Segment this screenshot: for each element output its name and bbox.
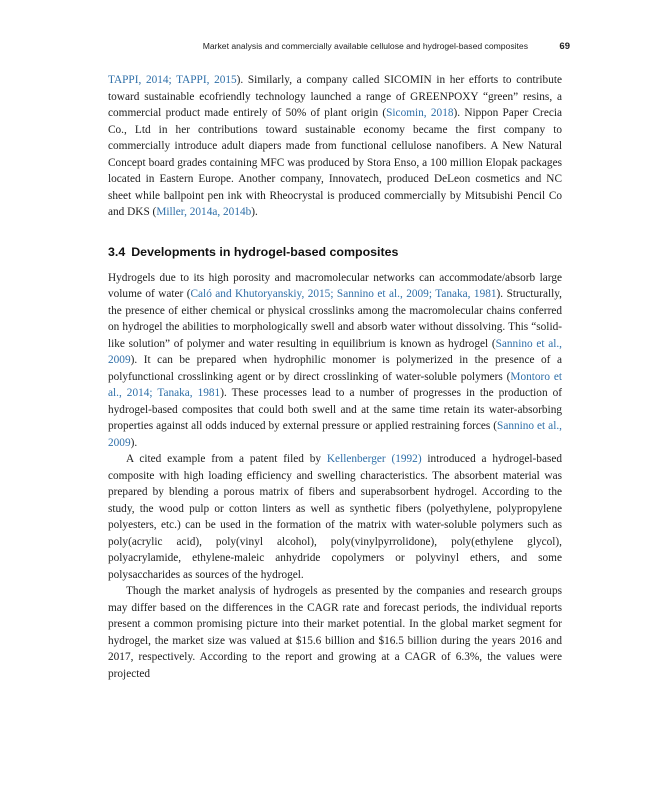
paragraph-text: ). — [130, 436, 138, 449]
paragraph-text: Hydrogels due to its high porosity and macromolecular networks can accommodate/absorb large volume of water ( — [108, 271, 562, 300]
section-heading — [108, 245, 562, 260]
body-text — [108, 72, 562, 682]
paragraph-text: Though the market analysis of hydrogels as presented by the companies and research groups may differ based on the differences in the CAGR rate and forecast periods, the individual reports present a common promising picture into their market potential. In the global market segment for hydrogel, the market size was valued at $15.6 billion and $16.5 billion during the years 2016 and 2017, respectively. According to the report and growing at a CAGR of 6.3%, the values were projected — [108, 585, 562, 680]
paragraph-text: ). Nippon Paper Crecia Co., Ltd in her contributions toward sustainable economy became the first company to commercially introduce adult diapers made from functional cellulose nanofibers. A New Natural Concept board grades containing MFC was produced by Stora Enso, a 100 million Elopak packages located in Eastern Europe. Another company, Innovatech, produced DeLeon cosmetics and NC sheet while ballpoint pen ink with Rheocrystal is produced commercially by Mitsubishi Pencil Co and DKS ( — [108, 107, 563, 218]
page-number: 69 — [559, 41, 570, 52]
citation-link[interactable]: TAPPI, 2014; TAPPI, 2015 — [108, 74, 237, 86]
paragraph-4 — [108, 583, 562, 682]
citation-link[interactable]: Sicomin, 2018 — [386, 107, 454, 119]
paragraph-text: A cited example from a patent filed by — [126, 453, 327, 465]
running-title: Market analysis and commercially available cellulose and hydrogel-based composites — [202, 41, 528, 51]
paragraph-text: introduced a hydrogel-based composite with high loading efficiency and swelling characteristics. The absorbent material was prepared by blending a porous matrix of fibers and superabsorbent hydrogel. According to the study, the wood pulp or cotton linters as well as synthetic fibers (polyethylene, polypropylene polyesters, etc.) can be used in the formation of the matrix with water-soluble polymers such as poly(acrylic acid), poly(vinyl alcohol), poly(vinylpyrrolidone), poly(ethylene glycol), polyacrylamide, ethylene-maleic anhydride copolymers or polyvinyl ethers, and some polysaccharides as sources of the hydrogel. — [108, 453, 563, 581]
citation-link[interactable]: Montoro et al., 2014; Tanaka, 1981 — [108, 370, 562, 399]
citation-link[interactable]: Sannino et al., 2009 — [108, 337, 562, 366]
paragraph-text: ). — [251, 206, 258, 218]
paragraph-2 — [108, 270, 562, 452]
paragraph-text: ). These processes lead to a number of progresses in the production of hydrogel-based composites that could both swell and at the same time retain its water-absorbing properties against all odds induced by external pressure or applied restraining forces ( — [108, 387, 563, 432]
paragraph-text: ). It can be prepared when hydrophilic monomer is polymerized in the presence of a polyfunctional crosslinking agent or by direct crosslinking of water-soluble polymers ( — [108, 354, 562, 383]
section-title: Developments in hydrogel-based composites — [131, 244, 399, 259]
paragraph-text: ). Similarly, a company called SICOMIN in her efforts to contribute toward sustainable ecofriendly technology launched a range of GREENPOXY “green” resins, a commercial product made entirely of 50% of plant origin ( — [108, 74, 562, 119]
paragraph-3 — [108, 451, 562, 583]
paragraph-text: ). Structurally, the presence of either chemical or physical crosslinks among the macromolecular chains conferred on hydrogel the abilities to morphologically swell and absorb water without dissolving. This “solid-like solution” of polymer and water resulting in equilibrium is known as hydrogel ( — [108, 288, 562, 350]
citation-link[interactable]: Caló and Khutoryanskiy, 2015; Sannino et al., 2009; Tanaka, 1981 — [190, 288, 497, 300]
citation-link[interactable]: Sannino et al., 2009 — [108, 420, 562, 449]
section-number: 3.4 — [108, 244, 126, 259]
citation-link[interactable]: Miller, 2014a, 2014b — [156, 206, 252, 218]
paragraph-1 — [108, 72, 562, 221]
running-header — [108, 41, 570, 55]
citation-link[interactable]: Kellenberger (1992) — [326, 453, 422, 465]
